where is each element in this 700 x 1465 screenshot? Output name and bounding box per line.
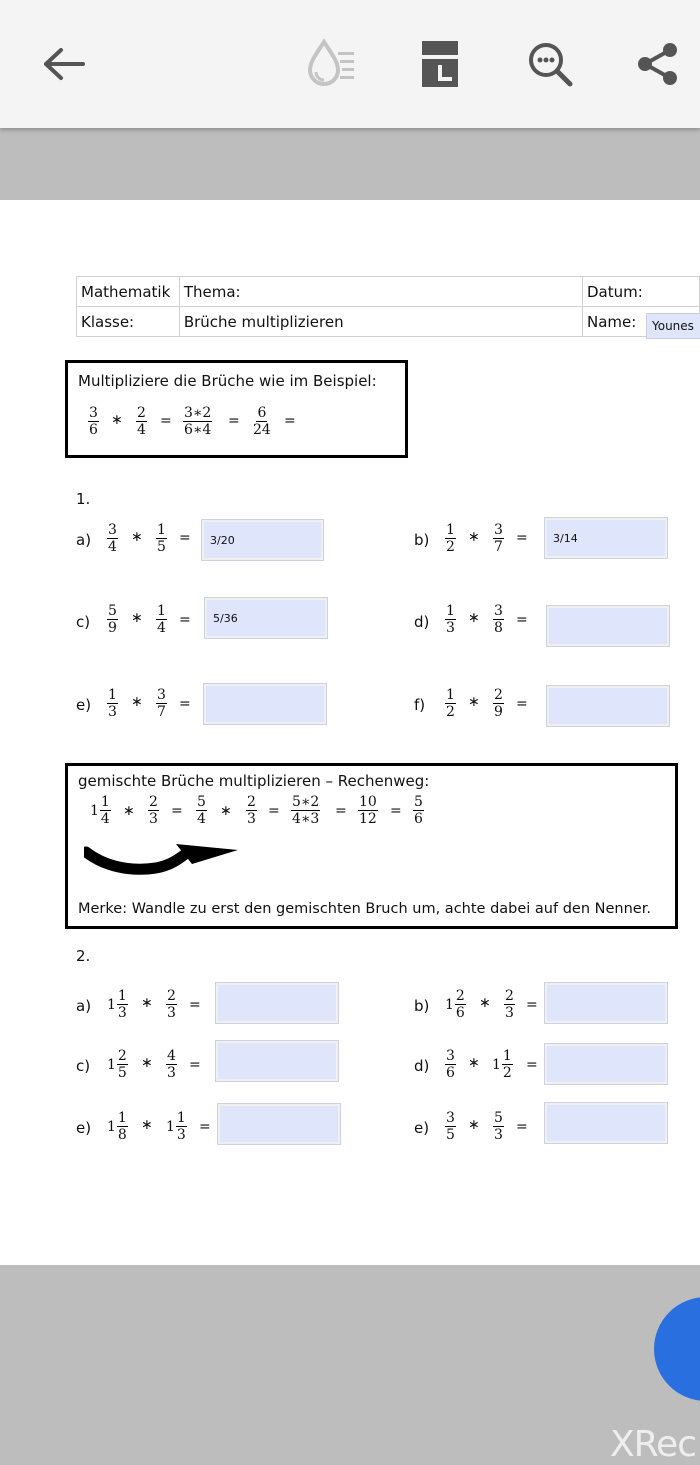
fraction: $\frac{1}{5}$ [157,522,166,555]
answer-field[interactable] [216,983,338,1023]
fraction: $\frac{2}{3}$ [505,988,514,1021]
search-more-icon[interactable] [516,30,584,98]
item-label: a) [76,997,92,1015]
recorder-watermark: XRec [610,1424,696,1465]
item-label: b) [414,531,430,549]
example-box [65,360,408,458]
fraction: $\frac{1}{2}$ [446,687,455,720]
fraction: $\frac{2}{3}$ [247,794,256,827]
fraction: $\frac{5}{6}$ [414,794,423,827]
equals-sign: = [171,803,183,819]
app-toolbar [0,0,700,128]
equals-sign: = [160,413,172,429]
multiply-sign: ∗ [479,995,491,1011]
subject-cell: Mathematik [77,277,180,307]
answer-field[interactable]: 5/36 [205,598,327,638]
equals-sign: = [390,803,402,819]
fraction: $\frac{3}{4}$ [108,522,117,555]
item-label: d) [414,613,430,631]
fraction: $\frac{3∗2}{6∗4}$ [184,405,212,438]
multiply-sign: ∗ [141,1055,153,1071]
topic-label-cell: Thema: [179,277,582,307]
equals-sign: = [189,1057,201,1073]
equals-sign: = [516,1119,528,1135]
mixed-number: 1 1 2 [492,1048,512,1081]
class-label-cell: Klasse: [77,307,180,337]
answer-field[interactable] [204,684,326,724]
multiply-sign: ∗ [141,1117,153,1133]
name-input[interactable]: Younes [646,313,700,339]
section-number: 2. [76,947,91,965]
multiply-sign: ∗ [468,1055,480,1071]
fraction: $\frac{4}{3}$ [167,1048,176,1081]
equals-sign: = [526,997,538,1013]
equals-sign: = [199,1119,211,1135]
answer-field[interactable]: 3/20 [202,520,323,560]
equals-sign: = [228,413,240,429]
answer-field[interactable] [545,1044,667,1084]
equals-sign: = [268,803,280,819]
multiply-sign: ∗ [131,529,143,545]
item-label: f) [414,696,426,714]
viewer-background [0,1265,700,1464]
fraction: $\frac{6}{24}$ [253,405,271,438]
fraction: $\frac{3}{7}$ [157,687,166,720]
multiply-sign: ∗ [131,610,143,626]
fraction: $\frac{1}{4}$ [157,603,166,636]
equals-sign: = [179,696,191,712]
fraction: $\frac{5∗2}{4∗3}$ [292,794,320,827]
multiply-sign: ∗ [111,412,123,428]
mixed-number: 1 2 5 [107,1048,127,1081]
item-label: d) [414,1057,430,1075]
name-label-cell: Name: [582,307,699,337]
mixed-number: 1 2 6 [445,988,465,1021]
item-label: a) [76,531,92,549]
fraction: $\frac{3}{6}$ [446,1048,455,1081]
fraction: $\frac{2}{3}$ [149,794,158,827]
fraction: $\frac{5}{9}$ [108,603,117,636]
page-layout-icon[interactable] [406,30,474,98]
share-icon[interactable] [624,30,692,98]
fraction: $\frac{1}{3}$ [446,603,455,636]
fraction: $\frac{10}{12}$ [359,794,377,827]
item-label: e) [414,1119,430,1137]
answer-field[interactable] [547,606,669,646]
equals-sign: = [189,997,201,1013]
fraction: $\frac{2}{9}$ [494,687,503,720]
mixed-number: 1 1 3 [107,988,127,1021]
item-label: b) [414,997,430,1015]
multiply-sign: ∗ [468,610,480,626]
equals-sign: = [284,413,296,429]
answer-field[interactable] [216,1041,338,1081]
fraction: $\frac{2}{4}$ [137,405,146,438]
item-label: e) [76,696,92,714]
mixed-example-title: gemischte Brüche multiplizieren – Rechenweg: [78,772,430,790]
fraction: $\frac{5}{3}$ [494,1110,503,1143]
mixed-number: 1 1 3 [166,1110,186,1143]
mixed-example-box [65,763,678,929]
equals-sign: = [179,530,191,546]
item-label: c) [76,1057,91,1075]
answer-field[interactable]: 3/14 [545,518,667,558]
section-number: 1. [76,490,91,508]
header-table [76,276,700,337]
multiply-sign: ∗ [131,694,143,710]
answer-field[interactable] [218,1104,340,1144]
multiply-sign: ∗ [468,529,480,545]
multiply-sign: ∗ [468,1117,480,1133]
example-title: Multipliziere die Brüche wie im Beispiel: [78,372,377,390]
mixed-example-note: Merke: Wandle zu erst den gemischten Bruch um, achte dabei auf den Nenner. [78,901,651,917]
fraction: $\frac{1}{3}$ [108,687,117,720]
fraction: $\frac{3}{8}$ [494,603,503,636]
fraction: $\frac{2}{3}$ [167,988,176,1021]
fraction: $\frac{1}{2}$ [446,522,455,555]
fraction: $\frac{5}{4}$ [197,794,206,827]
fraction: $\frac{3}{6}$ [89,405,98,438]
equals-sign: = [516,530,528,546]
worksheet-page [0,200,700,1265]
multiply-sign: ∗ [123,803,135,819]
ink-drop-lines-icon[interactable] [296,30,364,98]
multiply-sign: ∗ [468,694,480,710]
answer-field[interactable] [545,983,667,1023]
topic-cell: Brüche multiplizieren [179,307,582,337]
curved-arrow-icon [84,838,244,880]
back-arrow-icon[interactable] [30,30,98,98]
answer-field[interactable] [547,686,669,726]
mixed-number: 1 1 4 [90,794,110,827]
equals-sign: = [516,612,528,628]
item-label: c) [76,613,91,631]
date-label-cell: Datum: [582,277,699,307]
equals-sign: = [179,612,191,628]
multiply-sign: ∗ [220,803,232,819]
equals-sign: = [516,696,528,712]
equals-sign: = [335,803,347,819]
item-label: e) [76,1119,92,1137]
mixed-number: 1 1 8 [107,1110,127,1143]
answer-field[interactable] [545,1103,667,1143]
fraction: $\frac{3}{7}$ [494,522,503,555]
multiply-sign: ∗ [141,995,153,1011]
fraction: $\frac{3}{5}$ [446,1110,455,1143]
equals-sign: = [526,1057,538,1073]
